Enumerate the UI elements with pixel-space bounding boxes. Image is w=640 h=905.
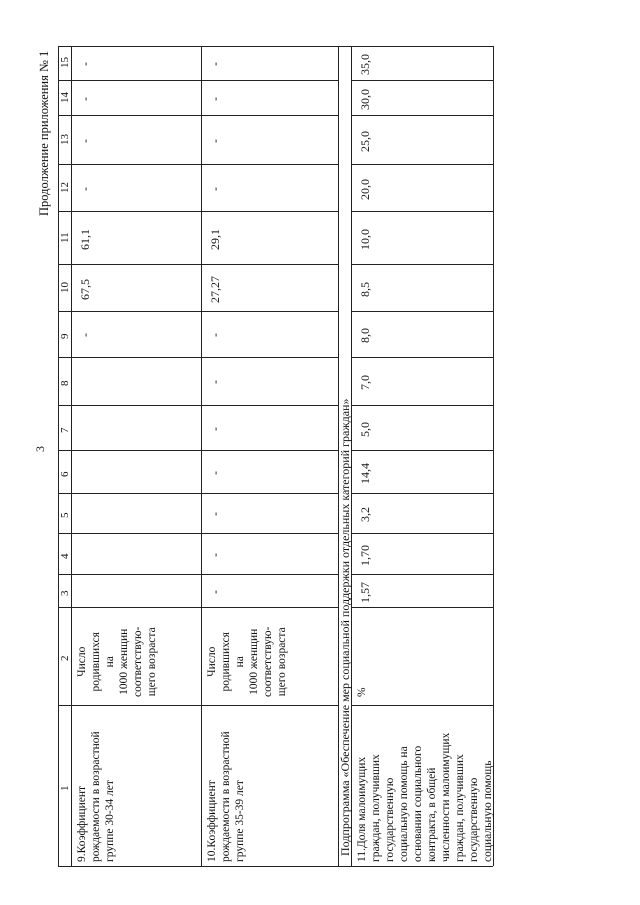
row-divider — [58, 46, 59, 866]
value-cell: - — [208, 589, 222, 594]
row-name-line: контракта, в общей — [426, 767, 438, 862]
header-cell: 14 — [59, 91, 71, 103]
column-divider — [351, 211, 493, 212]
column-divider — [351, 607, 493, 608]
row-name-line: государственную — [384, 777, 396, 862]
row-name-line: 10.Коэффициент — [206, 780, 218, 862]
column-divider — [351, 80, 493, 81]
row-unit-line: % — [356, 687, 368, 697]
header-cell: 7 — [59, 427, 71, 433]
value-cell: 7,0 — [358, 375, 372, 390]
header-cell: 1 — [59, 785, 71, 791]
row-unit-line: Число — [76, 646, 88, 677]
value-cell: 61,1 — [78, 228, 92, 250]
continuation-note: Продолжение приложения № 1 — [37, 50, 51, 216]
value-cell: 8,0 — [358, 328, 372, 343]
row-unit — [205, 627, 289, 697]
column-divider — [351, 164, 493, 165]
value-cell: - — [208, 186, 222, 191]
row-name-line: государственную — [468, 777, 480, 862]
value-cell: 14,4 — [358, 462, 372, 484]
value-cell: - — [78, 186, 92, 191]
header-cell: 5 — [59, 512, 71, 518]
table-border-top — [58, 46, 493, 47]
value-cell: 1,57 — [358, 581, 372, 603]
column-divider — [351, 533, 493, 534]
header-cell: 13 — [59, 133, 71, 145]
value-cell: 67,5 — [78, 278, 92, 300]
header-cell: 12 — [59, 181, 71, 193]
value-cell: 27,27 — [208, 275, 222, 303]
row-name-line: основании социального — [412, 745, 424, 862]
value-cell: 10,0 — [358, 228, 372, 250]
column-divider — [58, 405, 338, 406]
header-cell: 8 — [59, 380, 71, 386]
header-cell: 6 — [59, 471, 71, 477]
row-name-line: социальную помощь на — [398, 746, 410, 862]
row-unit-line: родившихся — [220, 632, 232, 692]
value-cell: 25,0 — [358, 130, 372, 152]
value-cell: - — [78, 62, 92, 66]
value-cell: 1,70 — [358, 544, 372, 566]
value-cell: - — [208, 512, 222, 516]
column-divider — [351, 450, 493, 451]
value-cell: - — [208, 426, 222, 431]
column-divider — [58, 533, 338, 534]
row-unit-line: 1000 женщин — [118, 628, 130, 695]
column-divider — [58, 357, 338, 358]
subprogram-title: Подпрограмма «Обеспечение мер социальной поддержки отдельных категорий граждан» — [338, 398, 352, 856]
row-unit-line: щего возраста — [276, 627, 288, 697]
row-name-line: численности малоимущих — [440, 732, 452, 862]
row-name-line: 9.Коэффициент — [76, 785, 88, 862]
value-cell: 35,0 — [358, 54, 372, 75]
column-divider — [351, 574, 493, 575]
row-name — [355, 733, 495, 862]
value-cell: - — [208, 380, 222, 384]
row-unit — [355, 687, 369, 697]
column-divider — [58, 450, 338, 451]
column-divider — [351, 357, 493, 358]
row-name — [205, 731, 247, 862]
column-divider — [351, 264, 493, 265]
row-name-line: 11.Доля малоимущих — [356, 756, 368, 862]
row-unit-line: на — [104, 656, 116, 668]
value-cell: 29,1 — [208, 228, 222, 250]
header-cell: 10 — [59, 281, 71, 293]
value-cell: - — [208, 96, 222, 101]
column-divider — [351, 115, 493, 116]
value-cell: 3,2 — [358, 507, 372, 522]
row-unit-line: соответствую- — [262, 626, 274, 697]
row-name-line: граждан, получивших — [454, 754, 466, 862]
value-cell: - — [208, 138, 222, 143]
column-divider — [58, 264, 338, 265]
value-cell: - — [78, 138, 92, 143]
column-divider — [58, 705, 338, 706]
row-name-line: социальную помощь — [482, 760, 494, 862]
row-unit-line: родившихся — [90, 632, 102, 692]
header-cell: 4 — [59, 553, 71, 559]
value-cell: 5,0 — [358, 421, 372, 437]
row-unit-line: на — [234, 656, 246, 668]
column-divider — [58, 311, 338, 312]
row-name — [75, 731, 117, 862]
header-cell: 3 — [59, 590, 71, 596]
row-unit-line: щего возраста — [146, 627, 158, 697]
value-cell: - — [208, 470, 222, 475]
header-cell: 2 — [59, 655, 71, 661]
column-divider — [351, 705, 493, 706]
value-cell: - — [78, 96, 92, 101]
row-unit-line: Число — [206, 646, 218, 677]
row-name-line: группе 30-34 лет — [104, 780, 116, 862]
column-divider — [58, 115, 338, 116]
column-divider — [58, 574, 338, 575]
column-divider — [58, 211, 338, 212]
value-cell: - — [208, 62, 222, 66]
row-unit-line: 1000 женщин — [248, 628, 260, 695]
value-cell: 20,0 — [358, 178, 372, 200]
column-divider — [58, 493, 338, 494]
row-name-line: рождаемости в возрастной — [220, 731, 232, 862]
row-name-line: группе 35-39 лет — [234, 780, 246, 862]
row-name-line: рождаемости в возрастной — [90, 731, 102, 862]
header-cell: 9 — [59, 333, 71, 339]
row-divider — [201, 46, 202, 866]
column-divider — [58, 164, 338, 165]
column-divider — [58, 80, 338, 81]
value-cell: 8,5 — [358, 281, 372, 297]
value-cell: - — [208, 333, 222, 337]
table-border-bottom — [58, 866, 493, 867]
page-number: 3 — [33, 446, 47, 452]
column-divider — [351, 493, 493, 494]
column-divider — [351, 311, 493, 312]
column-divider — [351, 405, 493, 406]
row-name-line: граждан, получивших — [370, 754, 382, 862]
row-divider — [71, 46, 72, 866]
value-cell: - — [78, 333, 92, 337]
row-unit — [75, 627, 159, 697]
value-cell: - — [208, 552, 222, 557]
column-divider — [58, 607, 338, 608]
value-cell: 30,0 — [358, 88, 372, 110]
row-unit-line: соответствую- — [132, 626, 144, 697]
header-cell: 11 — [59, 231, 71, 243]
header-cell: 15 — [59, 57, 71, 68]
